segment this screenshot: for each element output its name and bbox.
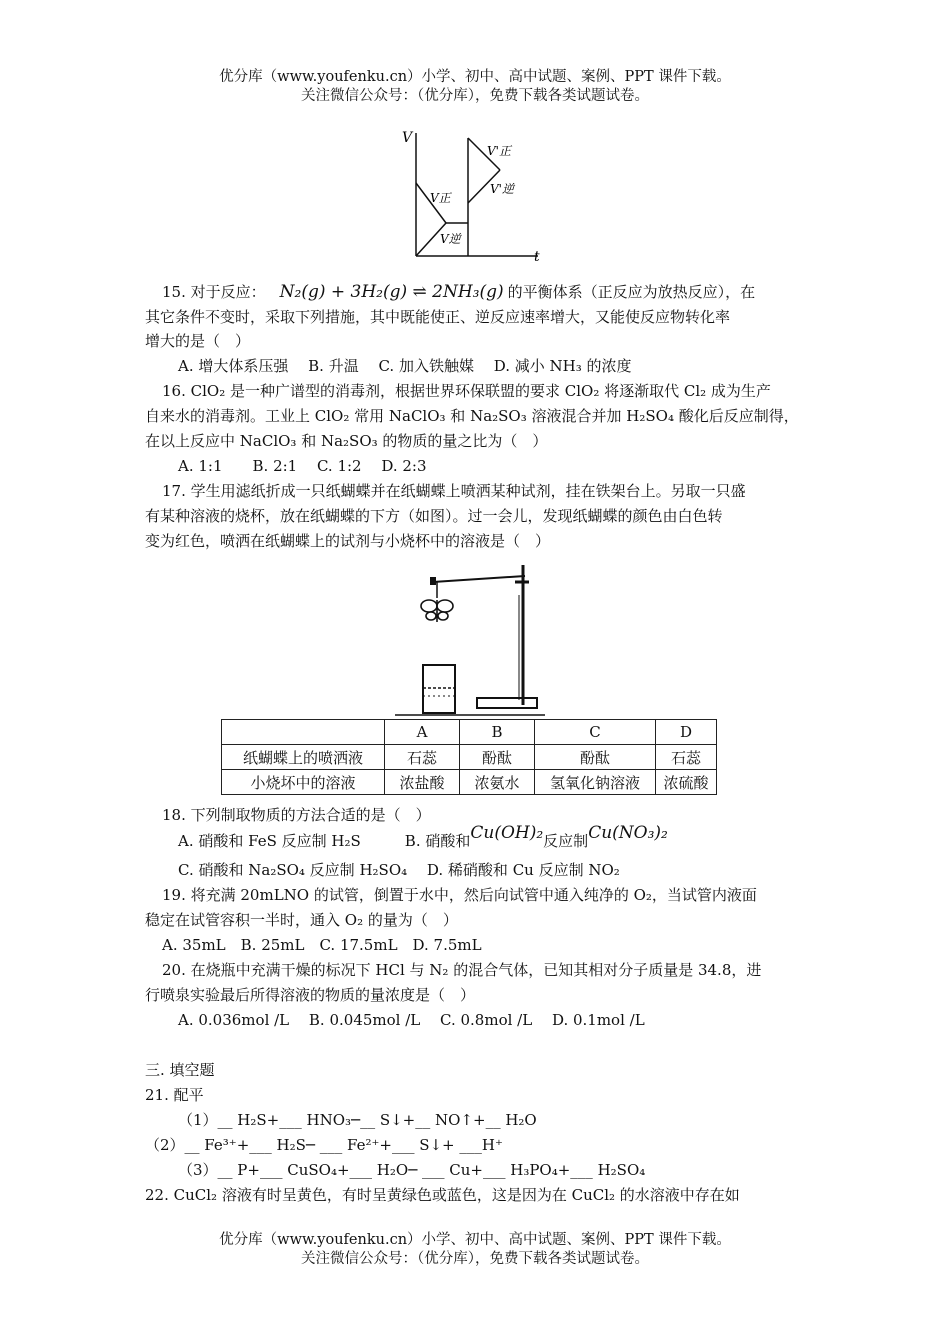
paper-butterfly [421,600,453,622]
q20-line-1: 20. 在烧瓶中充满干燥的标况下 HCl 与 N₂ 的混合气体，已知其相对分子质量是 34.8，进 [162,961,762,979]
q22-line-1: 22. CuCl₂ 溶液有时呈黄色，有时呈黄绿色或蓝色，这是因为在 CuCl₂ 的水溶液中存在如 [145,1186,740,1204]
table-cell: 氢氧化钠溶液 [535,770,656,795]
graph-v-label: V [402,130,413,146]
table-row [222,745,717,770]
q19-options: A. 35mL B. 25mL C. 17.5mL D. 7.5mL [162,936,482,954]
graph-v-forward-label: V正 [430,191,451,205]
table-row [222,770,717,795]
q19-line-2: 稳定在试管容积一半时，通入 O₂ 的量为（ ） [145,911,458,929]
footer-line-2: 关注微信公众号：（优分库），免费下载各类试题试卷。 [301,1251,649,1267]
graph-t-label: t [534,249,540,263]
header-line-1: 优分库（www.youfenku.cn）小学、初中、高中试题、案例、PPT 课件下载。 [219,69,731,85]
q21-item-1: （1）__ H₂S+___ HNO₃─__ S↓+__ NO↑+__ H₂O [178,1111,537,1129]
q15-line1-rest: 的平衡体系（正反应为放热反应），在 [507,283,756,301]
q18-options-ab [178,823,810,851]
q18-option-b-lead: B. 硝酸和 [404,832,471,850]
q15-lead: 15. 对于反应： [162,283,266,301]
graph-v-reverse-prime-label: V'逆 [490,182,514,196]
q18-line-1: 18. 下列制取物质的方法合适的是（ ） [162,806,431,824]
q18-option-b-mid: 反应制 [543,832,589,850]
stand-base [477,698,537,708]
q15-formula: N₂(g) + 3H₂(g) ⇌ 2NH₃(g) [279,282,504,302]
table-cell: 石蕊 [656,745,717,770]
table-header-cell: B [460,720,535,745]
table-cell: 纸蝴蝶上的喷洒液 [222,745,385,770]
q16-line-1: 16. ClO₂ 是一种广谱型的消毒剂，根据世界环保联盟的要求 ClO₂ 将逐渐取代 Cl₂ 成为生产 [162,382,771,400]
table-header-cell [222,720,385,745]
q15-options: A. 增大体系压强 B. 升温 C. 加入铁触媒 D. 减小 NH₃ 的浓度 [178,357,632,375]
table-header-cell: D [656,720,717,745]
q16-options: A. 1:1 B. 2:1 C. 1:2 D. 2:3 [178,457,427,475]
q17-line-2: 有某种溶液的烧杯，放在纸蝴蝶的下方（如图）。过一会儿，发现纸蝴蝶的颜色由白色转 [145,507,723,525]
q20-options: A. 0.036mol /L B. 0.045mol /L C. 0.8mol /L D. 0.1mol /L [178,1011,645,1029]
graph-v-forward-prime-label: V'正 [487,144,511,158]
table-header-cell: A [385,720,460,745]
q21-item-2: （2）__ Fe³⁺+___ H₂S─ ___ Fe²⁺+___ S↓+ ___H⁺ [145,1136,503,1154]
q18-option-b-formula-1: Cu(OH)₂ [470,823,544,843]
table-cell: 浓盐酸 [385,770,460,795]
table-cell: 石蕊 [385,745,460,770]
stand-arm [433,576,525,582]
q17-options-table [221,719,717,795]
q18-option-a: A. 硝酸和 FeS 反应制 H₂S [178,832,361,850]
butterfly-apparatus-figure [395,560,555,720]
table-cell: 小烧坏中的溶液 [222,770,385,795]
rate-time-graph [400,128,550,263]
q15-line-1 [162,282,810,302]
q15-line-3: 增大的是（ ） [145,332,251,350]
footer-line-1: 优分库（www.youfenku.cn）小学、初中、高中试题、案例、PPT 课件下载。 [219,1232,731,1248]
q17-line-1: 17. 学生用滤纸折成一只纸蝴蝶并在纸蝴蝶上喷洒某种试剂，挂在铁架台上。另取一只盛 [162,482,746,500]
section-3-title: 三. 填空题 [145,1061,215,1079]
q21-title: 21. 配平 [145,1086,204,1104]
table-header-row [222,720,717,745]
table-cell: 酚酞 [460,745,535,770]
header-line-2: 关注微信公众号：（优分库），免费下载各类试题试卷。 [301,88,649,104]
q16-line-3: 在以上反应中 NaClO₃ 和 Na₂SO₃ 的物质的量之比为（ ） [145,432,548,450]
q21-item-3: （3）__ P+___ CuSO₄+___ H₂O─ ___ Cu+___ H₃PO₄+___ H₂SO₄ [178,1161,646,1179]
q20-line-2: 行喷泉实验最后所得溶液的物质的量浓度是（ ） [145,986,476,1004]
table-cell: 浓硫酸 [656,770,717,795]
table-header-cell: C [535,720,656,745]
table-cell: 浓氨水 [460,770,535,795]
q16-line-2: 自来水的消毒剂。工业上 ClO₂ 常用 NaClO₃ 和 Na₂SO₃ 溶液混合并加 H₂SO₄ 酸化后反应制得， [145,407,799,425]
beaker [423,665,455,713]
graph-v-reverse-label: V逆 [440,232,461,246]
table-cell: 酚酞 [535,745,656,770]
q15-line-2: 其它条件不变时，采取下列措施，其中既能使正、逆反应速率增大，又能使反应物转化率 [145,308,731,326]
q18-option-b-formula-2: Cu(NO₃)₂ [588,823,668,843]
q18-options-cd: C. 硝酸和 Na₂SO₄ 反应制 H₂SO₄ D. 稀硝酸和 Cu 反应制 NO₂ [178,861,620,879]
q19-line-1: 19. 将充满 20mLNO 的试管，倒置于水中，然后向试管中通入纯净的 O₂，当试管内液面 [162,886,757,904]
q17-line-3: 变为红色，喷洒在纸蝴蝶上的试剂与小烧杯中的溶液是（ ） [145,532,551,550]
